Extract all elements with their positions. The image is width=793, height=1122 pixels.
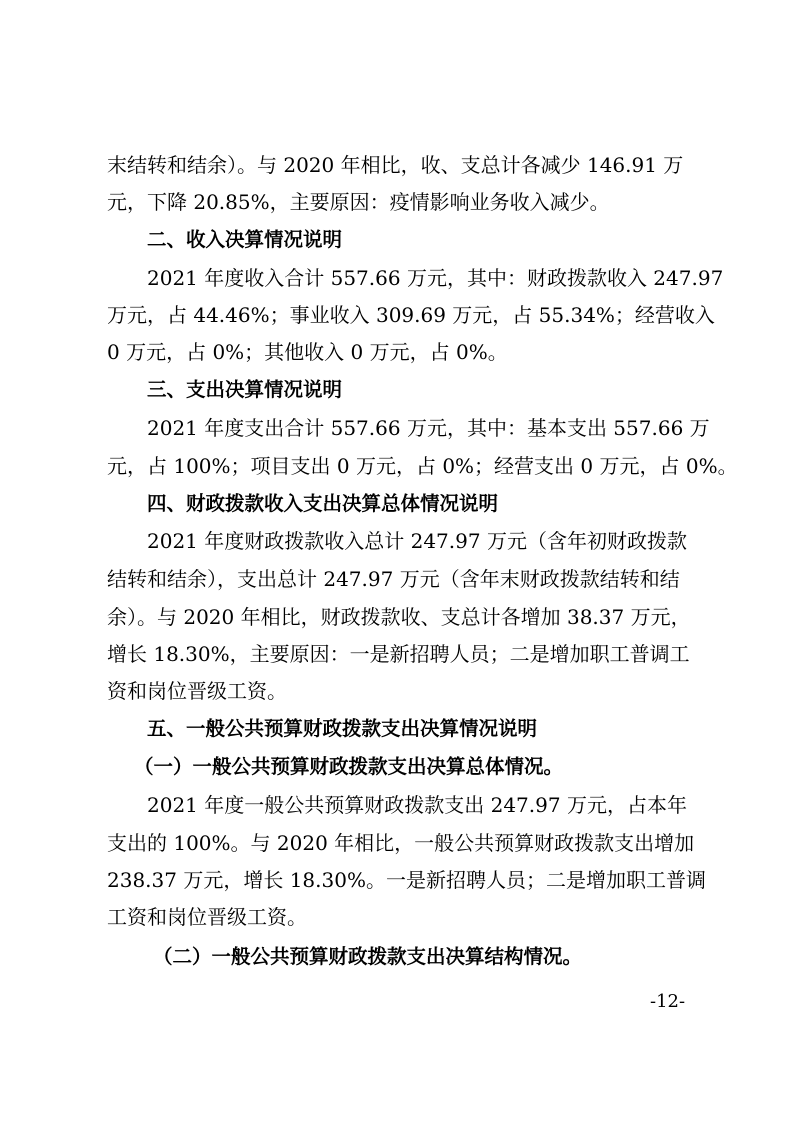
- section-heading: 三、支出决算情况说明: [147, 378, 343, 401]
- body-text-line: 元，下降 20.85%，主要原因：疫情影响业务收入减少。: [107, 190, 610, 214]
- section-heading: 二、收入决算情况说明: [147, 228, 343, 251]
- body-text-line: 工资和岗位晋级工资。: [107, 905, 307, 929]
- subsection-heading: （二）一般公共预算财政拨款支出决算结构情况。: [153, 945, 583, 968]
- body-text-line: 2021 年度支出合计 557.66 万元，其中：基本支出 557.66 万: [147, 416, 710, 440]
- body-text-line: 万元，占 44.46%；事业收入 309.69 万元，占 55.34%；经营收入: [107, 303, 715, 327]
- body-text-line: 资和岗位晋级工资。: [107, 679, 287, 703]
- page-number: -12-: [650, 991, 686, 1012]
- body-text-line: 支出的 100%。与 2020 年相比，一般公共预算财政拨款支出增加: [107, 831, 695, 855]
- body-text-line: 238.37 万元，增长 18.30%。一是新招聘人员；二是增加职工普调: [107, 868, 706, 892]
- body-text-line: 余）。与 2020 年相比，财政拨款收、支总计各增加 38.37 万元，: [107, 605, 691, 629]
- body-text-line: 增长 18.30%，主要原因：一是新招聘人员；二是增加职工普调工: [107, 642, 690, 666]
- section-heading: 五、一般公共预算财政拨款支出决算情况说明: [147, 717, 538, 740]
- body-text-line: 元，占 100%；项目支出 0 万元，占 0%；经营支出 0 万元，占 0%。: [107, 454, 738, 478]
- body-text-line: 0 万元，占 0%；其他收入 0 万元，占 0%。: [107, 340, 508, 364]
- section-heading: 四、财政拨款收入支出决算总体情况说明: [147, 492, 499, 515]
- subsection-heading: （一）一般公共预算财政拨款支出决算总体情况。: [134, 755, 564, 778]
- body-text-line: 结转和结余），支出总计 247.97 万元（含年末财政拨款结转和结: [107, 567, 680, 591]
- body-text-line: 2021 年度一般公共预算财政拨款支出 247.97 万元，占本年: [147, 793, 687, 817]
- body-text-line: 2021 年度财政拨款收入总计 247.97 万元（含年初财政拨款: [147, 529, 687, 553]
- body-text-line: 末结转和结余）。与 2020 年相比，收、支总计各减少 146.91 万: [107, 153, 684, 177]
- body-text-line: 2021 年度收入合计 557.66 万元，其中：财政拨款收入 247.97: [147, 266, 724, 290]
